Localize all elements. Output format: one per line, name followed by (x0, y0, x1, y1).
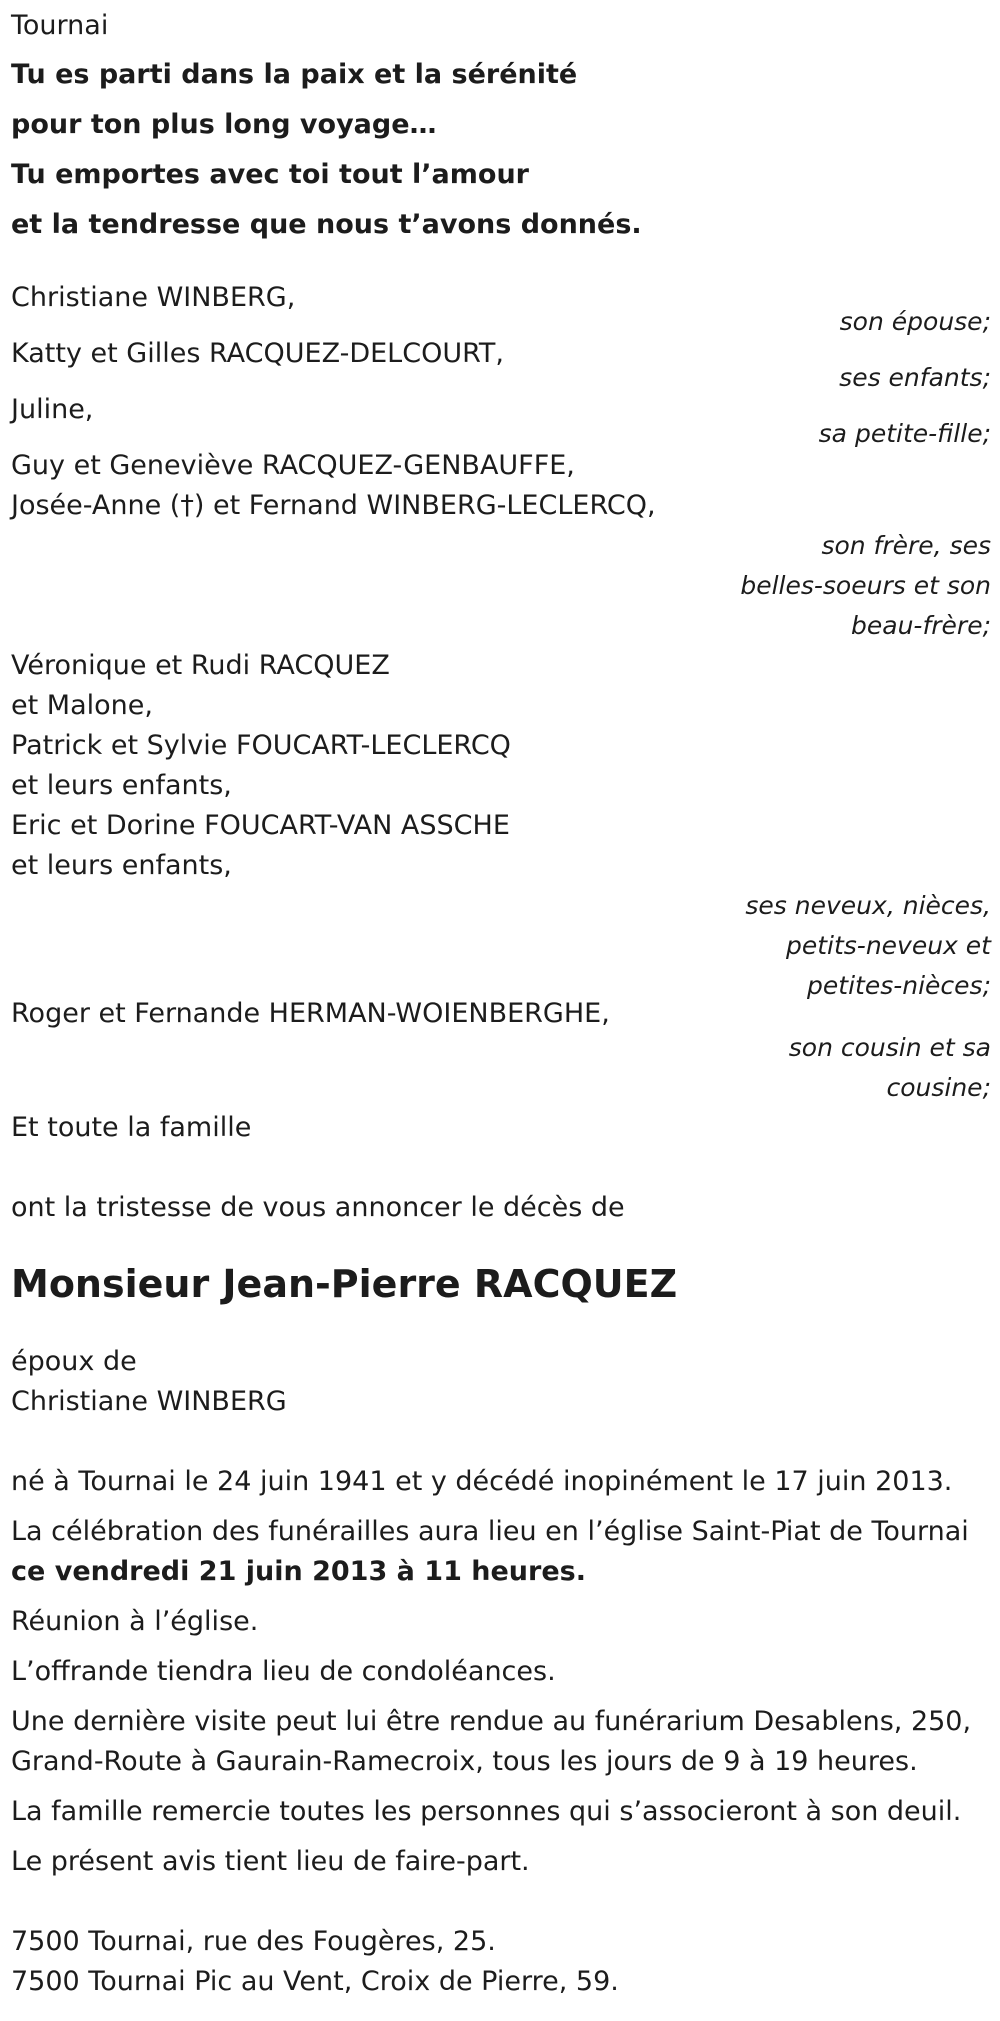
family-name: Josée-Anne (†) et Fernand WINBERG-LECLERCQ, (11, 490, 656, 521)
town: Tournai (11, 10, 109, 41)
funeral-details (11, 1512, 991, 1592)
family-role: petits-neveux et (785, 931, 991, 960)
funeral-line: La célébration des funérailles aura lieu en l’église Saint-Piat de Tournai (11, 1516, 969, 1547)
family-name: Roger et Fernande HERMAN-WOIENBERGHE, (11, 998, 610, 1029)
poem-line: Tu emportes avec toi tout l’amour (11, 159, 529, 190)
poem-line: pour ton plus long voyage… (11, 109, 437, 140)
poem-line: et la tendresse que nous t’avons donnés. (11, 209, 642, 240)
family-name: Guy et Geneviève RACQUEZ-GENBAUFFE, (11, 450, 575, 481)
meeting-note: Réunion à l’église. (11, 1606, 259, 1637)
family-group-children (11, 334, 991, 398)
family-group-spouse (11, 278, 991, 342)
family-name: Patrick et Sylvie FOUCART-LECLERCQ (11, 730, 511, 761)
family-group-cousins (11, 994, 991, 1108)
notice-note: Le présent avis tient lieu de faire-part. (11, 1846, 530, 1877)
family-role: cousine; (886, 1073, 991, 1102)
thanks-note: La famille remercie toutes les personnes qui s’associeront à son deuil. (11, 1796, 962, 1827)
family-name: et leurs enfants, (11, 850, 232, 881)
addresses (11, 1922, 991, 2002)
family-name: Katty et Gilles RACQUEZ-DELCOURT, (11, 338, 504, 369)
closing-family: Et toute la famille (11, 1112, 252, 1143)
family-role: beau-frère; (851, 611, 991, 640)
family-group-siblings (11, 446, 991, 646)
family-group-nephews (11, 646, 991, 1006)
family-list (11, 278, 991, 1108)
family-group-granddaughter (11, 390, 991, 454)
spouse-label: époux de (11, 1346, 137, 1377)
family-role: belles-soeurs et son (740, 571, 991, 600)
poem-line: Tu es parti dans la paix et la sérénité (11, 59, 578, 90)
visit-line: Une dernière visite peut lui être rendue au funérarium Desablens, 250, (11, 1706, 972, 1737)
family-name: et Malone, (11, 690, 153, 721)
family-role: son épouse; (839, 307, 991, 336)
family-role: sa petite-fille; (818, 419, 991, 448)
deceased-name: Monsieur Jean-Pierre RACQUEZ (11, 1262, 678, 1306)
funeral-date: ce vendredi 21 juin 2013 à 11 heures. (11, 1556, 586, 1587)
family-role: petites-nièces; (807, 971, 991, 1000)
family-role: ses neveux, nièces, (745, 891, 991, 920)
family-role: son frère, ses (821, 531, 991, 560)
family-name: et leurs enfants, (11, 770, 232, 801)
family-role: ses enfants; (839, 363, 991, 392)
address-line: 7500 Tournai Pic au Vent, Croix de Pierre, 59. (11, 1966, 619, 1997)
poem (11, 50, 991, 250)
birth-death: né à Tournai le 24 juin 1941 et y décédé inopinément le 17 juin 2013. (11, 1466, 953, 1497)
family-role: son cousin et sa (788, 1033, 991, 1062)
family-name: Christiane WINBERG, (11, 282, 296, 313)
offering-note: L’offrande tiendra lieu de condoléances. (11, 1656, 556, 1687)
visit-line: Grand-Route à Gaurain-Ramecroix, tous les jours de 9 à 19 heures. (11, 1746, 918, 1777)
announcement: ont la tristesse de vous annoncer le décès de (11, 1192, 625, 1223)
family-name: Eric et Dorine FOUCART-VAN ASSCHE (11, 810, 510, 841)
obituary-notice (11, 0, 991, 2002)
spouse-name: Christiane WINBERG (11, 1386, 287, 1417)
family-name: Juline, (11, 394, 94, 425)
address-line: 7500 Tournai, rue des Fougères, 25. (11, 1926, 496, 1957)
family-name: Véronique et Rudi RACQUEZ (11, 650, 390, 681)
visit-details (11, 1702, 991, 1782)
